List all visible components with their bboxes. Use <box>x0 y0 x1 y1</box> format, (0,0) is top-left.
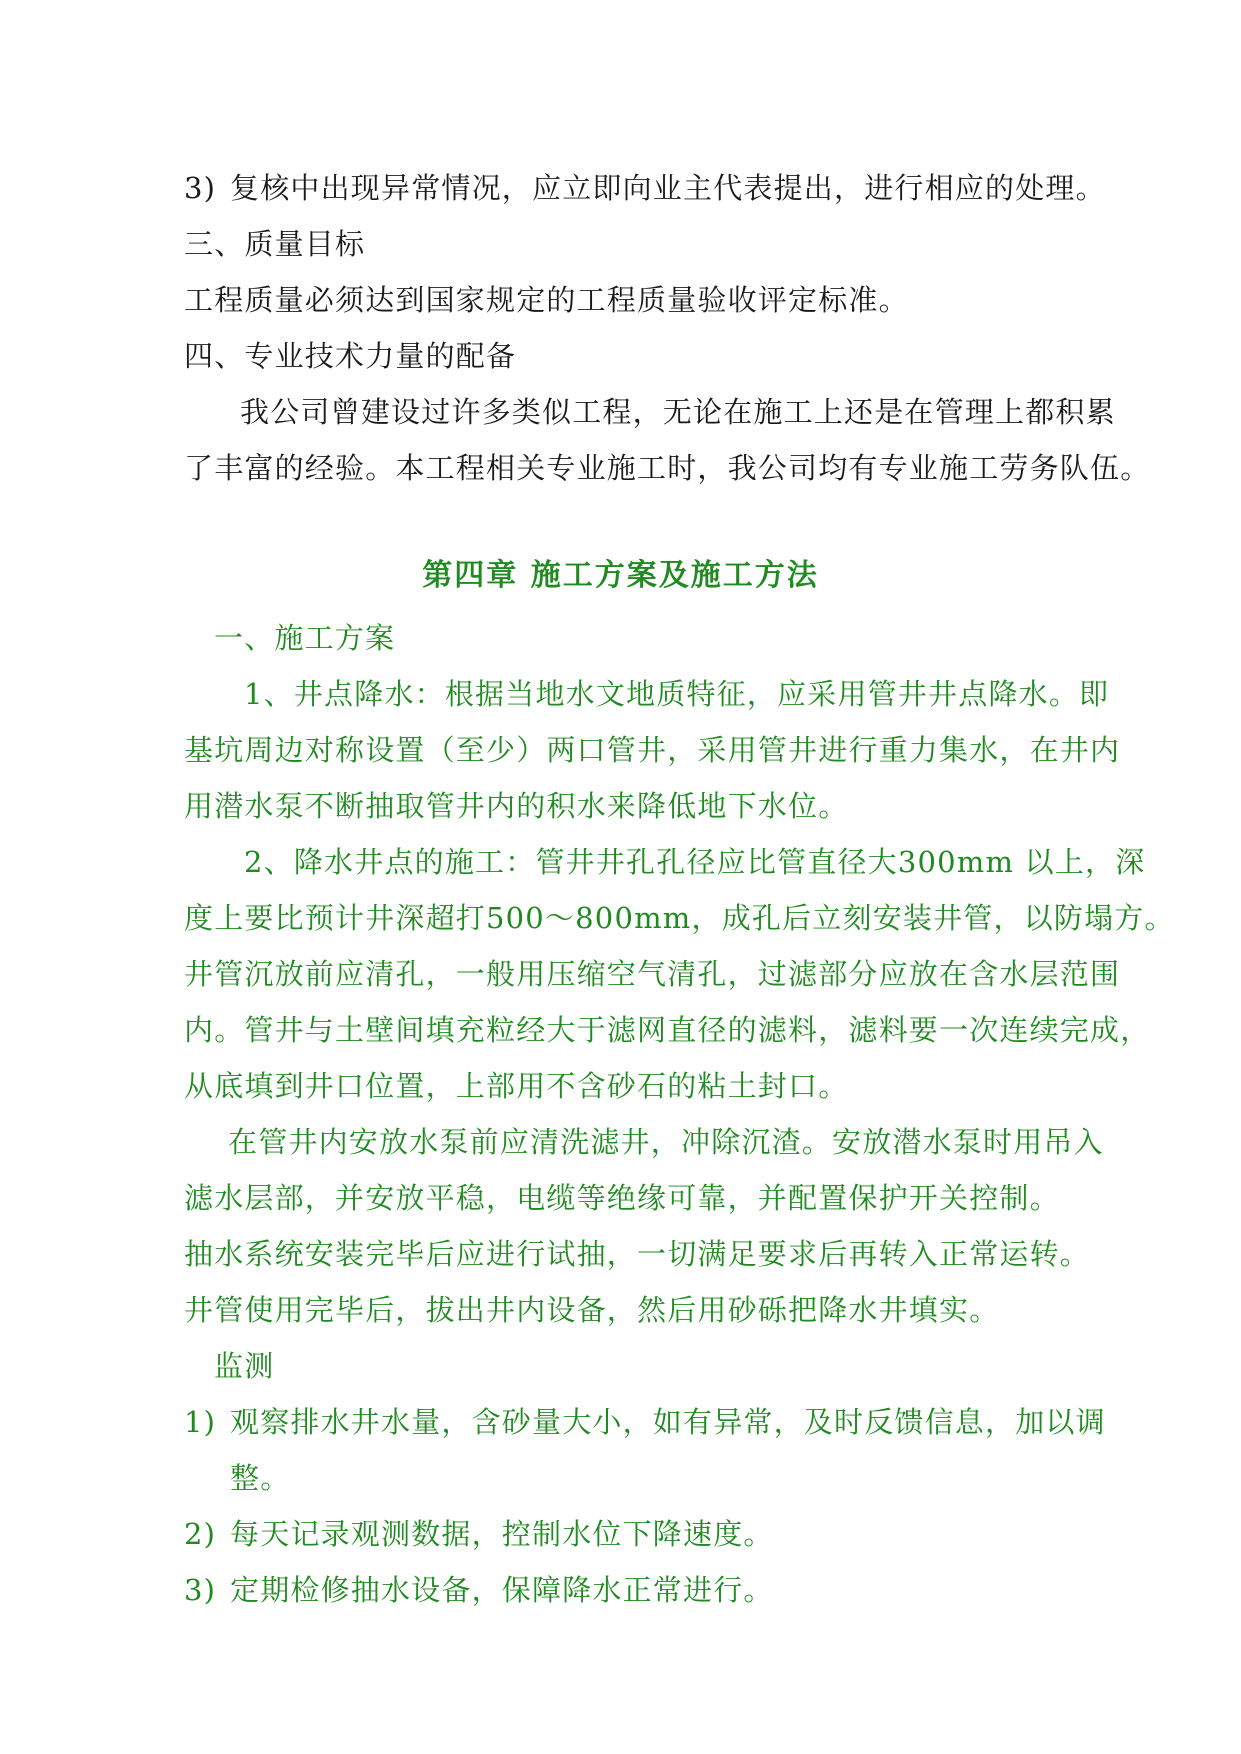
item-number: 1) <box>184 1405 217 1439</box>
item-number: 3) <box>184 171 217 205</box>
item-text: 观察排水井水量，含砂量大小，如有异常，及时反馈信息，加以调 <box>230 1405 1106 1439</box>
paragraph-line: 用潜水泵不断抽取管井内的积水来降低地下水位。 <box>184 789 849 823</box>
paragraph-line: 井管使用完毕后，拔出井内设备，然后用砂砾把降水井填实。 <box>184 1293 1000 1327</box>
chapter-title: 第四章 施工方案及施工方法 <box>422 558 819 593</box>
section-heading: 一、施工方案 <box>214 621 396 655</box>
item-text: 复核中出现异常情况，应立即向业主代表提出，进行相应的处理。 <box>230 171 1106 205</box>
paragraph-line: 从底填到井口位置，上部用不含砂石的粘土封口。 <box>184 1069 849 1103</box>
paragraph-line: 2、降水井点的施工：管井井孔孔径应比管直径大300mm 以上，深 <box>244 845 1146 879</box>
paragraph-line: 度上要比预计井深超打500～800mm，成孔后立刻安装井管，以防塌方。 <box>184 901 1175 935</box>
item-text-continuation: 整。 <box>230 1461 291 1495</box>
item-number: 3) <box>184 1573 217 1607</box>
list-item <box>184 1402 1106 1442</box>
paragraph-line: 在管井内安放水泵前应清洗滤井，冲除沉渣。安放潜水泵时用吊入 <box>228 1125 1104 1159</box>
list-item <box>184 168 1106 208</box>
paragraph-line: 井管沉放前应清孔，一般用压缩空气清孔，过滤部分应放在含水层范围 <box>184 957 1121 991</box>
paragraph-line: 基坑周边对称设置（至少）两口管井，采用管井进行重力集水，在井内 <box>184 733 1121 767</box>
item-text: 定期检修抽水设备，保障降水正常进行。 <box>230 1573 774 1607</box>
quality-text: 工程质量必须达到国家规定的工程质量验收评定标准。 <box>184 283 909 317</box>
tech-paragraph-line: 了丰富的经验。本工程相关专业施工时，我公司均有专业施工劳务队伍。 <box>184 451 1151 485</box>
monitor-heading: 监测 <box>214 1349 275 1383</box>
paragraph-line: 滤水层部，并安放平稳，电缆等绝缘可靠，并配置保护开关控制。 <box>184 1181 1060 1215</box>
list-item <box>184 1514 774 1554</box>
paragraph-line: 抽水系统安装完毕后应进行试抽，一切满足要求后再转入正常运转。 <box>184 1237 1091 1271</box>
section-heading-tech: 四、专业技术力量的配备 <box>184 339 517 373</box>
paragraph-line: 1、井点降水：根据当地水文地质特征，应采用管井井点降水。即 <box>244 677 1110 711</box>
section-heading-quality: 三、质量目标 <box>184 227 366 261</box>
list-item <box>184 1570 774 1610</box>
item-number: 2) <box>184 1517 217 1551</box>
tech-paragraph-line: 我公司曾建设过许多类似工程，无论在施工上还是在管理上都积累 <box>240 395 1116 429</box>
item-text: 每天记录观测数据，控制水位下降速度。 <box>230 1517 774 1551</box>
paragraph-line: 内。管井与土壁间填充粒经大于滤网直径的滤料，滤料要一次连续完成， <box>184 1013 1151 1047</box>
